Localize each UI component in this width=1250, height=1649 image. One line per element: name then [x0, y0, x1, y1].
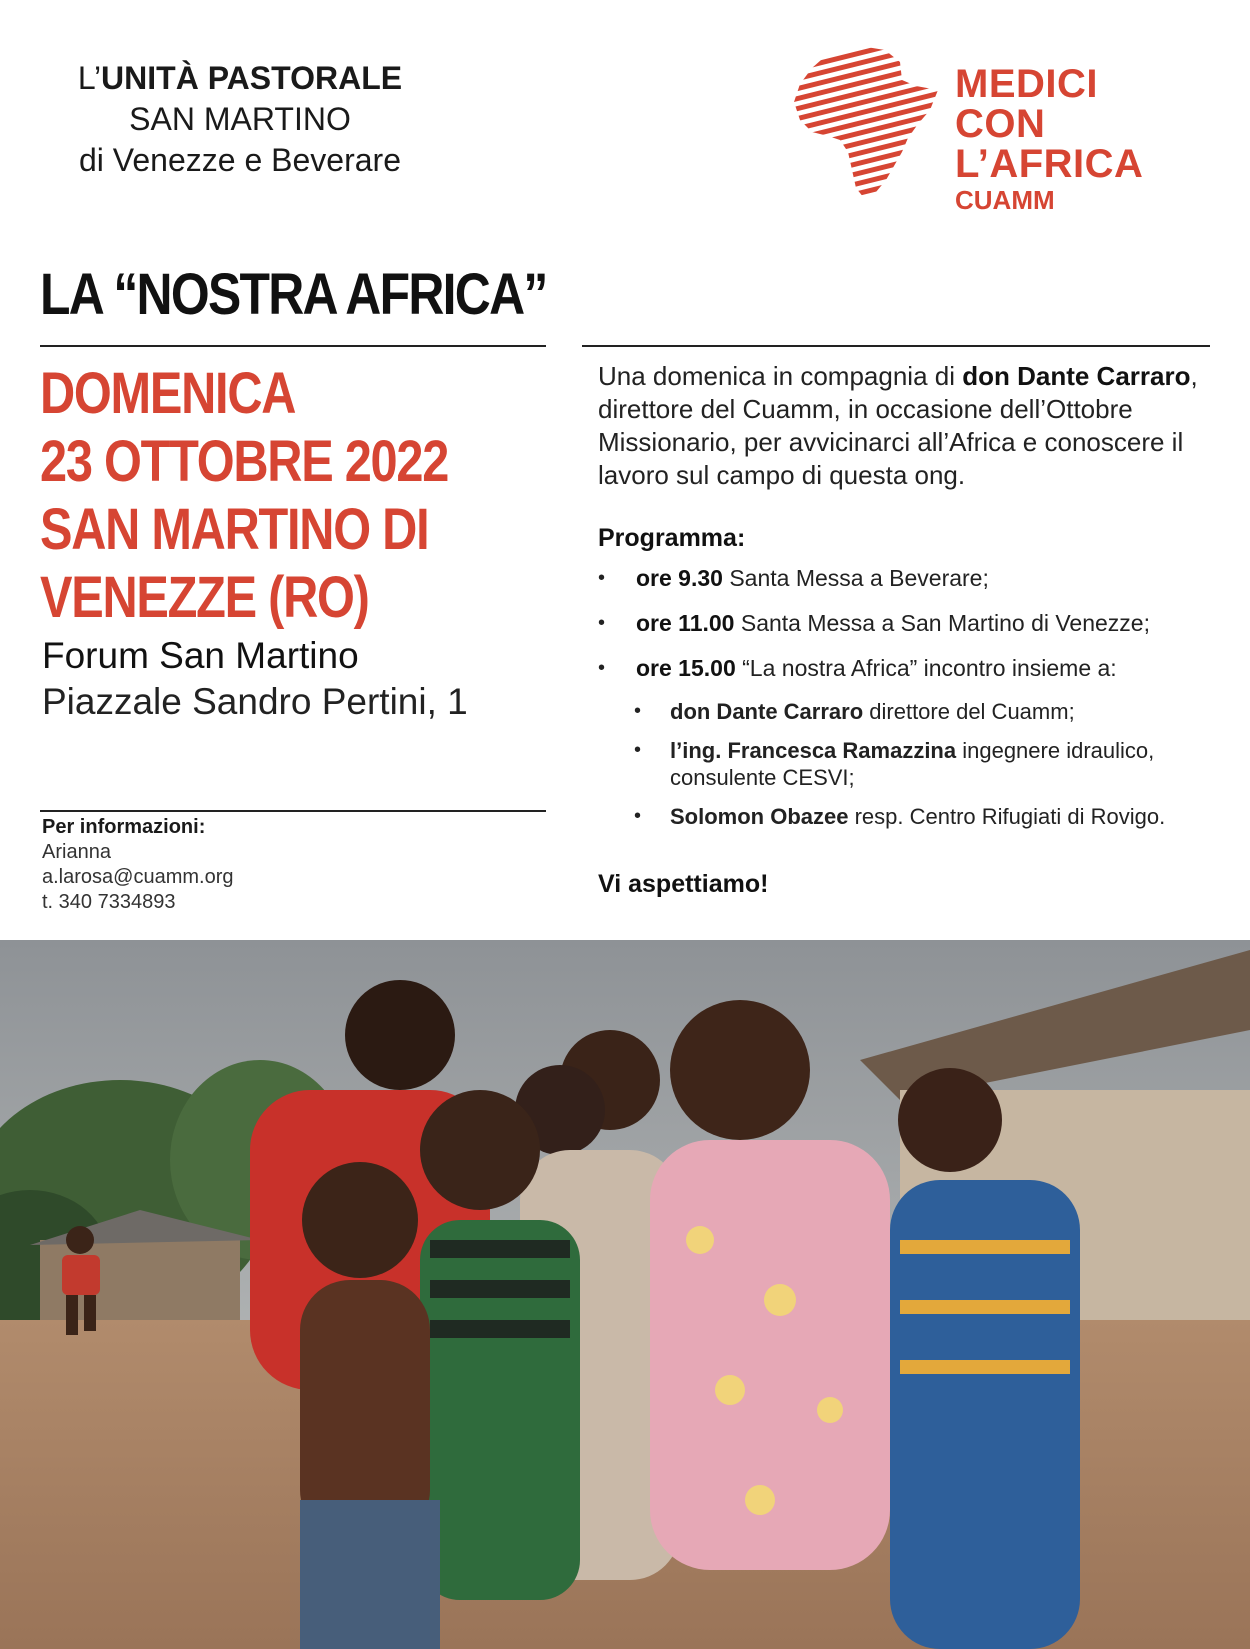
contact-phone[interactable]: t. 340 7334893: [42, 891, 176, 913]
list-item: • ore 9.30 Santa Messa a Beverare;: [598, 565, 989, 591]
contact-title: Per informazioni:: [42, 816, 206, 838]
bullet-icon: •: [634, 700, 642, 722]
speaker-item: • Solomon Obazee resp. Centro Rifugiati di Rovigo.: [634, 804, 1166, 829]
children-photo-illustration: [0, 940, 1250, 1649]
organizer-line-2: SAN MARTINO: [129, 101, 351, 137]
logo-wordmark: [955, 64, 1210, 216]
programme-list: [598, 563, 1228, 842]
event-town-1: SAN MARTINO DI: [40, 497, 429, 562]
bullet-icon: •: [634, 739, 642, 761]
programme-time: ore 9.30: [636, 565, 723, 591]
speaker-item: • l’ing. Francesca Ramazzina ingegnere idraulico, consulente CESVI;: [634, 738, 1155, 790]
event-venue: Forum San Martino: [42, 635, 359, 676]
africa-map-logo-icon: [790, 40, 950, 210]
left-divider-top: [40, 345, 546, 347]
contact-email[interactable]: a.larosa@cuamm.org: [42, 866, 234, 888]
event-day: DOMENICA: [40, 361, 296, 426]
intro-host-name: don Dante Carraro: [962, 361, 1191, 391]
list-item: • ore 15.00 “La nostra Africa” incontro insieme a:: [598, 655, 1117, 681]
event-date: 23 OTTOBRE 2022: [40, 429, 449, 494]
contact-info: [42, 815, 233, 915]
bullet-icon: •: [598, 612, 606, 634]
organizer-heading: [40, 58, 440, 181]
bullet-icon: •: [598, 567, 606, 589]
event-town-2: VENEZZE (RO): [40, 565, 369, 630]
closing-line: Vi aspettiamo!: [598, 870, 769, 898]
cuamm-logo: [790, 40, 1210, 215]
intro-paragraph: Una domenica in compagnia di don Dante Carraro, direttore del Cuamm, in occasione dell’Ottobre Missionario, per avvicinarci all’Africa e conoscere il lavoro sul campo di questa ong.: [598, 361, 1198, 490]
event-date-place: [40, 360, 448, 632]
organizer-line-3: di Venezze e Beverare: [79, 142, 401, 178]
logo-line-3: CUAMM: [955, 185, 1055, 215]
left-divider-bottom: [40, 810, 546, 812]
bullet-icon: •: [598, 657, 606, 679]
logo-line-2: CON L’AFRICA: [955, 102, 1144, 186]
speaker-item: • don Dante Carraro direttore del Cuamm;: [634, 699, 1075, 724]
programme-title: Programma:: [598, 524, 746, 552]
contact-name: Arianna: [42, 841, 111, 863]
children-photo: [0, 940, 1250, 1649]
event-address: Piazzale Sandro Pertini, 1: [42, 681, 468, 722]
speaker-name: Solomon Obazee: [670, 804, 849, 829]
list-item: • ore 11.00 Santa Messa a San Martino di Venezze;: [598, 610, 1150, 636]
bullet-icon: •: [634, 805, 642, 827]
programme-time: ore 15.00: [636, 655, 736, 681]
organizer-name: UNITÀ PASTORALE: [101, 60, 403, 96]
speaker-name: don Dante Carraro: [670, 699, 864, 724]
organizer-line-1: L’UNITÀ PASTORALE: [77, 60, 403, 96]
programme-time: ore 11.00: [636, 610, 735, 636]
page-title: LA “NOSTRA AFRICA”: [40, 262, 547, 327]
right-divider-top: [582, 345, 1210, 347]
logo-line-1: MEDICI: [955, 62, 1098, 106]
speaker-name: l’ing. Francesca Ramazzina: [670, 738, 957, 763]
